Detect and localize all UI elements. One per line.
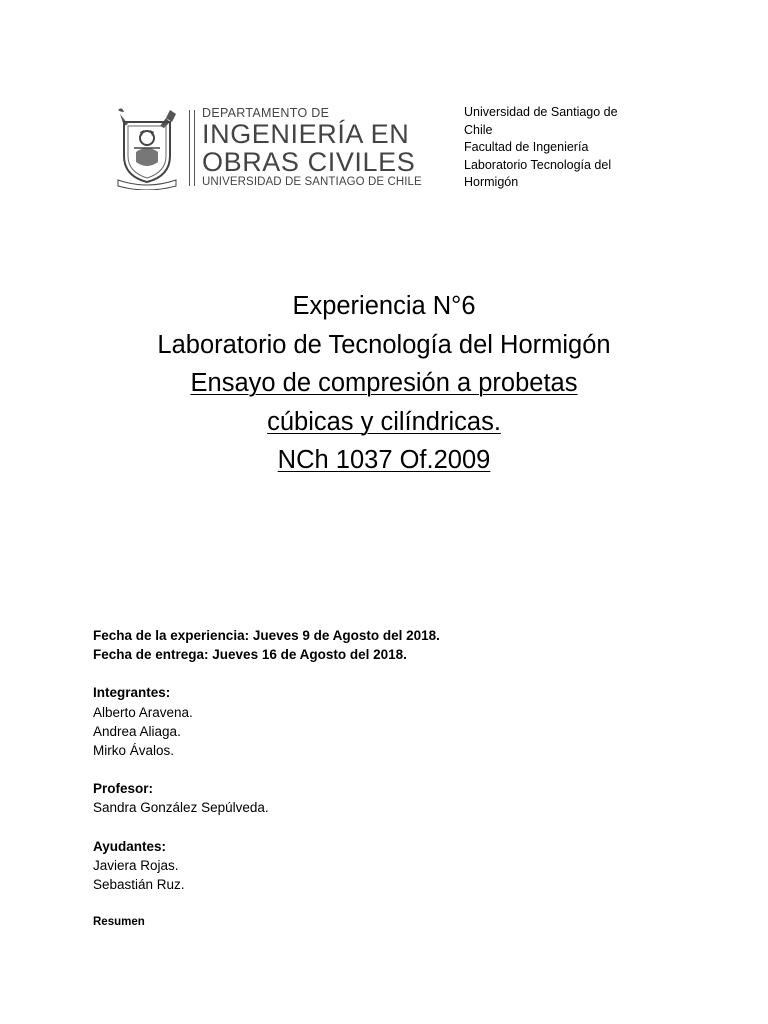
document-details [93,626,653,932]
fecha-entrega: Fecha de entrega: Jueves 16 de Agosto del 2018. [93,647,407,663]
institution-line: Facultad de Ingeniería [464,140,589,154]
ayudante: Sebastián Ruz. [93,877,185,893]
integrante: Andrea Aliaga. [93,723,181,739]
department-logo [114,106,444,190]
profesor-name: Sandra González Sepúlveda. [93,800,269,816]
institution-header [464,104,664,192]
logo-department-line: DEPARTAMENTO DE [202,106,330,120]
integrante: Mirko Ávalos. [93,743,175,759]
logo-main-line-1: INGENIERÍA EN [202,119,410,149]
ayudantes-label: Ayudantes: [93,838,167,854]
integrante: Alberto Aravena. [93,704,193,720]
profesor-label: Profesor: [93,781,154,797]
institution-line: Chile [464,122,493,137]
document-title [60,287,708,480]
institution-line: Hormigón [464,175,519,189]
title-ensayo-line-2: cúbicas y cilíndricas. [267,407,501,436]
logo-main-line-2: OBRAS CIVILES [202,147,416,177]
logo-text [202,106,447,189]
university-crest-icon [114,106,180,190]
institution-line: Laboratorio Tecnología del [464,157,612,172]
logo-university-line: UNIVERSIDAD DE SANTIAGO DE CHILE [202,176,422,188]
title-laboratorio: Laboratorio de Tecnología del Hormigón [157,330,611,359]
logo-divider [194,110,195,186]
ayudante: Javiera Rojas. [93,857,179,873]
fecha-experiencia: Fecha de la experiencia: Jueves 9 de Agosto del 2018. [93,628,440,643]
integrantes-label: Integrantes: [93,685,171,701]
resumen-heading: Resumen [93,916,145,929]
logo-divider [189,110,190,186]
institution-line: Universidad de Santiago de [464,105,618,119]
title-norma: NCh 1037 Of.2009 [277,446,491,474]
title-ensayo-line-1: Ensayo de compresión a probetas [190,369,578,397]
title-experiencia: Experiencia N°6 [292,292,476,320]
